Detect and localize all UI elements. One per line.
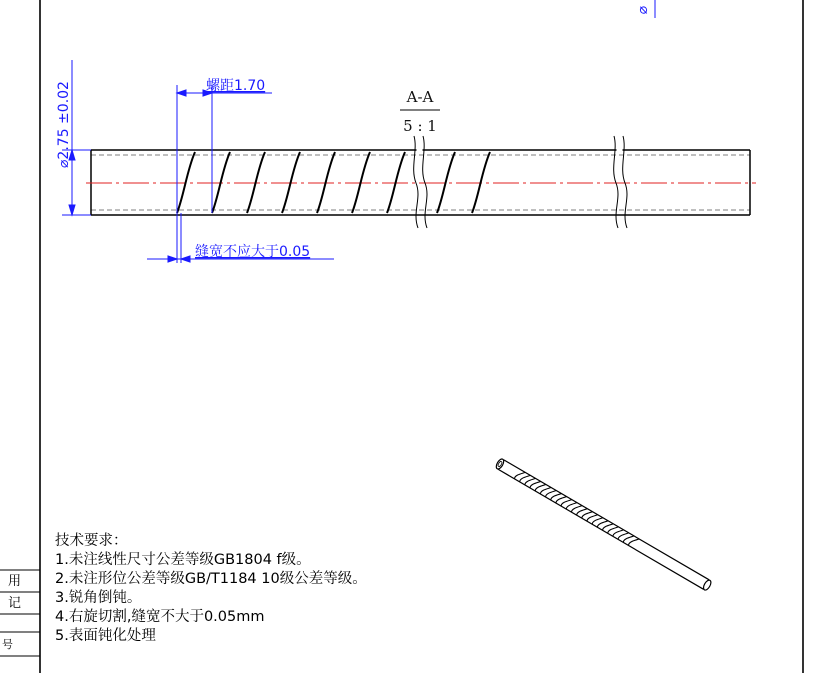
- helix-slot-8: [437, 152, 455, 213]
- tube-body: [91, 150, 750, 215]
- diameter-dimension-label: ⌀2.75 ±0.02: [56, 81, 72, 168]
- helix-slot-4: [282, 152, 300, 213]
- helical-slot-lines: [177, 152, 490, 213]
- helix-slot-1: [177, 152, 195, 213]
- requirement-item: 1.未注线性尺寸公差等级GB1804 f级。: [55, 552, 311, 568]
- requirement-item: 4.右旋切割,缝宽不大于0.05mm: [55, 609, 265, 625]
- section-scale: 5 : 1: [403, 117, 437, 135]
- title-block-cell-2: 记: [8, 596, 22, 611]
- isometric-view: [495, 458, 713, 591]
- technical-requirements-heading: 技术要求：: [55, 533, 128, 549]
- section-label: A-A: [406, 88, 434, 106]
- title-block-cell-1: 用: [8, 574, 22, 589]
- partial-dimension-label: ⌀: [635, 5, 651, 15]
- pitch-dimension-label: 螺距1.70: [206, 78, 266, 94]
- helix-slot-9: [472, 152, 490, 213]
- helix-slot-3: [247, 152, 265, 213]
- helix-slot-5: [317, 152, 335, 213]
- requirement-item: 5.表面钝化处理: [55, 628, 156, 644]
- break-gap-mask-1: [417, 149, 423, 153]
- top-right-margin-mark: [635, 0, 655, 18]
- slot-width-dimension-label: 缝宽不应大于0.05: [195, 244, 311, 260]
- helix-slot-7: [387, 152, 405, 213]
- helix-slot-6: [352, 152, 370, 213]
- title-block-cell-3: 号: [2, 638, 13, 651]
- pitch-dimension: [177, 85, 272, 213]
- break-gap-mask-2: [617, 149, 623, 153]
- requirement-item: 2.未注形位公差等级GB/T1184 10级公差等级。: [55, 571, 367, 587]
- helix-slot-2: [212, 152, 230, 213]
- requirement-item: 3.锐角倒钝。: [55, 590, 142, 606]
- technical-requirements: [55, 532, 367, 646]
